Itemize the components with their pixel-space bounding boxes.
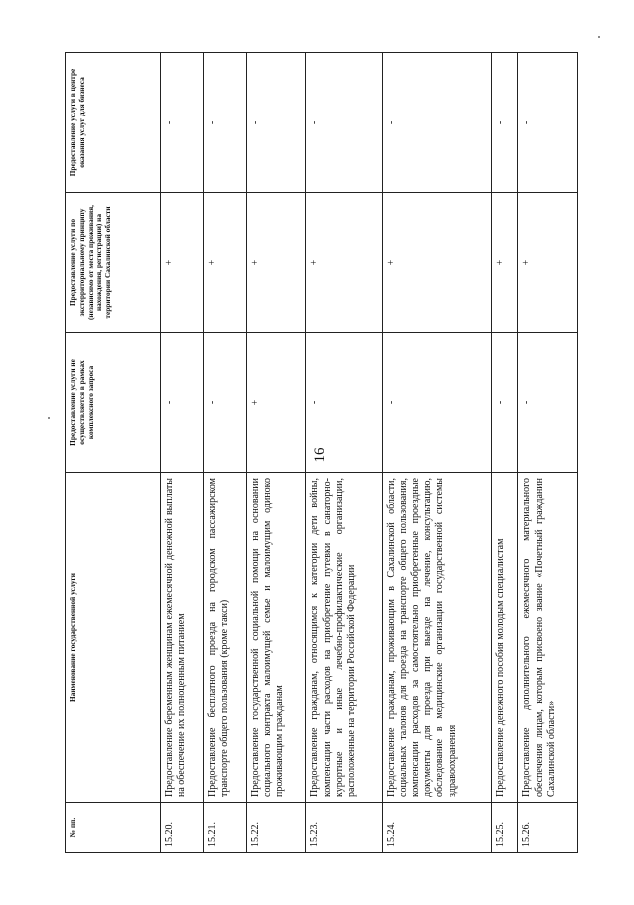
- row-complex-mark: -: [518, 333, 578, 473]
- row-business-mark: -: [492, 53, 518, 193]
- table-row: [382, 53, 492, 853]
- header-extraterritorial: Предоставление услуги по экстерриториальному принципу (независимо от места проживания, нахождения, регистрации) на территории Сахалинской области: [66, 193, 161, 333]
- row-business-mark: -: [246, 53, 306, 193]
- row-service-name: Предоставление бесплатного проезда на городском пассажирском транспорте общего пользования (кроме такси): [203, 473, 246, 803]
- row-complex-mark: -: [306, 333, 382, 473]
- row-number: 15.24.: [382, 803, 492, 853]
- header-business-center: Предоставление услуги в центре оказания услуг для бизнеса: [66, 53, 161, 193]
- row-extraterritorial-mark: +: [382, 193, 492, 333]
- row-extraterritorial-mark: +: [161, 193, 204, 333]
- table-row: [161, 53, 204, 853]
- row-business-mark: -: [382, 53, 492, 193]
- row-number: 15.20.: [161, 803, 204, 853]
- table-header-row: [66, 53, 161, 853]
- table-row: [246, 53, 306, 853]
- row-number: 15.25.: [492, 803, 518, 853]
- row-number: 15.26.: [518, 803, 578, 853]
- table-row: [492, 53, 518, 853]
- row-extraterritorial-mark: +: [246, 193, 306, 333]
- table-row: [306, 53, 382, 853]
- row-complex-mark: -: [382, 333, 492, 473]
- header-number: № пп.: [66, 803, 161, 853]
- row-service-name: Предоставление государственной социальной помощи на основании социального контракта малоимущей семье и малоимущим одиноко проживающим гражданам: [246, 473, 306, 803]
- row-service-name: Предоставление гражданам, проживающим в Сахалинской области, социальных талонов для проезда на транспорте общего пользования, компенсации расходов за самостоятельно приобретенные проездные документы для проезда при выезде на лечение, консультацию, обследование в медицинские организации государственной системы здравоохранения: [382, 473, 492, 803]
- row-service-name: Предоставление беременным женщинам ежемесячной денежной выплаты на обеспечение их полноценным питанием: [161, 473, 204, 803]
- row-extraterritorial-mark: +: [492, 193, 518, 333]
- row-service-name: Предоставление гражданам, относящимся к категории дети войны, компенсации части расходов на приобретение путевки в санаторно-курортные и иные лечебно-профилактические организации, расположенные на территории Российской Федерации: [306, 473, 382, 803]
- header-service-name: Наименование государственной услуги: [66, 473, 161, 803]
- row-business-mark: -: [306, 53, 382, 193]
- header-complex-request: Предоставление услуги не осуществляется в рамках комплексного запроса: [66, 333, 161, 473]
- scan-speck: [598, 36, 600, 38]
- row-business-mark: -: [518, 53, 578, 193]
- row-service-name: Предоставление денежного пособия молодым специалистам: [492, 473, 518, 803]
- row-business-mark: -: [161, 53, 204, 193]
- page-number: 16: [312, 447, 328, 463]
- row-extraterritorial-mark: +: [306, 193, 382, 333]
- row-service-name: Предоставление дополнительного ежемесячного материального обеспечения лицам, которым присвоено звание «Почетный гражданин Сахалинской области»: [518, 473, 578, 803]
- row-extraterritorial-mark: +: [203, 193, 246, 333]
- row-number: 15.22.: [246, 803, 306, 853]
- row-complex-mark: -: [161, 333, 204, 473]
- services-table: [65, 52, 578, 853]
- row-business-mark: -: [203, 53, 246, 193]
- row-extraterritorial-mark: +: [518, 193, 578, 333]
- rotated-table-container: [65, 53, 578, 853]
- row-complex-mark: -: [203, 333, 246, 473]
- row-complex-mark: -: [492, 333, 518, 473]
- row-number: 15.23.: [306, 803, 382, 853]
- scan-speck: [48, 417, 50, 419]
- table-row: [203, 53, 246, 853]
- table-row: [518, 53, 578, 853]
- row-number: 15.21.: [203, 803, 246, 853]
- row-complex-mark: +: [246, 333, 306, 473]
